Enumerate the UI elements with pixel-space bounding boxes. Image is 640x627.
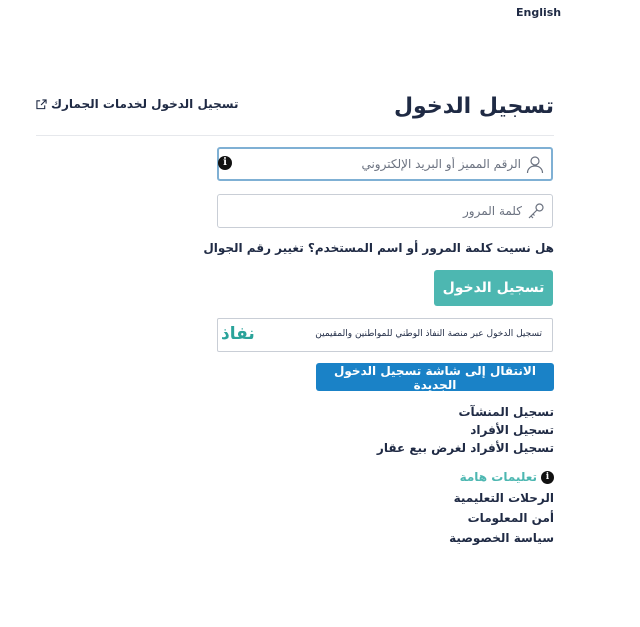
username-field[interactable] — [217, 147, 553, 181]
important-section — [449, 470, 554, 550]
language-link[interactable]: English — [516, 6, 562, 19]
nafath-description: تسجيل الدخول عبر منصة النفاذ الوطني للمواطنين والمقيمين — [315, 329, 542, 339]
register-establishments-link[interactable]: تسجيل المنشآت — [458, 405, 554, 419]
info-icon[interactable]: i — [218, 156, 232, 170]
username-input[interactable] — [251, 149, 521, 179]
new-login-screen-button[interactable]: الانتقال إلى شاشة تسجيل الدخول الجديدة — [316, 363, 554, 391]
privacy-policy-link[interactable]: سياسة الخصوصية — [449, 531, 554, 545]
password-field[interactable] — [217, 194, 553, 228]
educational-trips-link[interactable]: الرحلات التعليمية — [453, 491, 554, 505]
customs-login-link[interactable] — [36, 97, 238, 111]
password-input[interactable] — [252, 195, 522, 227]
important-heading-label: تعليمات هامة — [459, 470, 537, 484]
login-button[interactable]: تسجيل الدخول — [434, 270, 553, 306]
register-individuals-property-link[interactable]: تسجيل الأفراد لغرض بيع عقار — [376, 441, 554, 455]
page-title: تسجيل الدخول — [393, 94, 554, 119]
information-security-link[interactable]: أمن المعلومات — [467, 511, 554, 525]
header-divider — [36, 135, 554, 136]
key-icon — [526, 201, 546, 221]
external-link-icon — [36, 99, 47, 110]
important-heading[interactable] — [449, 470, 554, 484]
forgot-credentials-link[interactable]: هل نسيت كلمة المرور أو اسم المستخدم؟ تغيير رقم الجوال — [203, 241, 554, 255]
user-icon — [525, 154, 545, 174]
register-individuals-link[interactable]: تسجيل الأفراد — [470, 423, 554, 437]
nafath-logo: نفاذ — [221, 324, 255, 344]
info-icon: i — [541, 471, 554, 484]
nafath-login-option[interactable] — [217, 318, 553, 352]
customs-login-label: تسجيل الدخول لخدمات الجمارك — [51, 97, 239, 111]
registration-links — [377, 404, 554, 458]
